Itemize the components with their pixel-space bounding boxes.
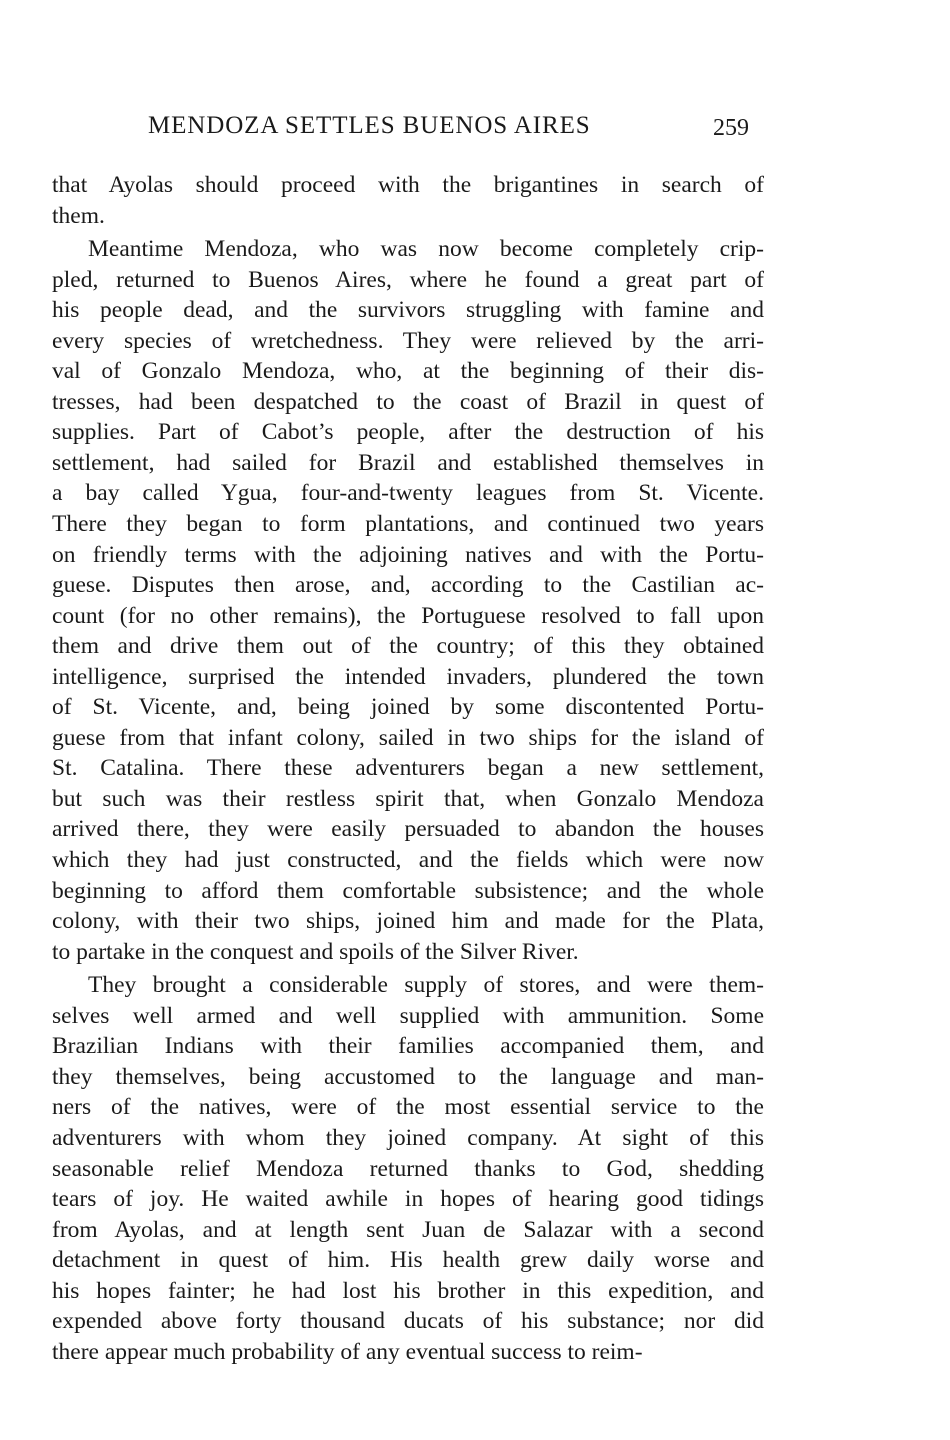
page-number: 259: [713, 115, 749, 141]
text-line: arrived there, they were easily persuaded to abandon the houses: [52, 816, 764, 843]
running-head: [0, 112, 950, 152]
text-line: them and drive them out of the country; of this they obtained: [52, 633, 764, 660]
text-line: supplies. Part of Cabot’s people, after the destruction of his: [52, 419, 764, 446]
text-line: There they began to form plantations, and continued two years: [52, 511, 764, 538]
text-line: val of Gonzalo Mendoza, who, at the beginning of their dis-: [52, 358, 764, 385]
text-line: intelligence, surprised the intended invaders, plundered the town: [52, 663, 764, 690]
text-line: which they had just constructed, and the fields which were now: [52, 847, 764, 874]
text-line: tears of joy. He waited awhile in hopes of hearing good tidings: [52, 1186, 764, 1213]
text-line: that Ayolas should proceed with the brigantines in search of: [52, 172, 764, 198]
text-line: from Ayolas, and at length sent Juan de Salazar with a second: [52, 1216, 764, 1243]
text-line: colony, with their two ships, joined him and made for the Plata,: [52, 908, 764, 935]
text-line: tresses, had been despatched to the coast of Brazil in quest of: [52, 388, 764, 415]
text-line: on friendly terms with the adjoining natives and with the Portu-: [52, 541, 764, 568]
text-line: St. Catalina. There these adventurers began a new settlement,: [52, 755, 764, 782]
text-line: them.: [52, 202, 105, 229]
text-line: seasonable relief Mendoza returned thanks to God, shedding: [52, 1155, 764, 1182]
text-line: They brought a considerable supply of stores, and were them-: [88, 972, 764, 999]
text-line: Meantime Mendoza, who was now become completely crip-: [88, 236, 764, 263]
text-line: guese from that infant colony, sailed in two ships for the island of: [52, 724, 764, 751]
text-line: selves well armed and well supplied with ammunition. Some: [52, 1002, 764, 1029]
text-line: every species of wretchedness. They were relieved by the arri-: [52, 327, 764, 354]
paragraph: [52, 170, 764, 231]
text-line: they themselves, being accustomed to the language and man-: [52, 1063, 764, 1090]
text-line: beginning to afford them comfortable subsistence; and the whole: [52, 877, 764, 904]
text-line: to partake in the conquest and spoils of the Silver River.: [52, 938, 579, 965]
text-line: adventurers with whom they joined company. At sight of this: [52, 1124, 764, 1151]
text-line: ners of the natives, were of the most essential service to the: [52, 1094, 764, 1121]
text-line: there appear much probability of any eventual success to reim-: [52, 1338, 643, 1365]
text-line: his hopes fainter; he had lost his brother in this expedition, and: [52, 1277, 764, 1304]
running-title: MENDOZA SETTLES BUENOS AIRES: [148, 112, 591, 139]
text-line: expended above forty thousand ducats of his substance; nor did: [52, 1308, 764, 1335]
text-line: his people dead, and the survivors struggling with famine and: [52, 297, 764, 324]
text-line: count (for no other remains), the Portuguese resolved to fall upon: [52, 602, 764, 629]
text-line: settlement, had sailed for Brazil and established themselves in: [52, 449, 764, 476]
paragraph: [52, 234, 764, 967]
text-line: guese. Disputes then arose, and, according to the Castilian ac-: [52, 572, 764, 599]
text-line: a bay called Ygua, four-and-twenty leagues from St. Vicente.: [52, 480, 764, 507]
text-line: Brazilian Indians with their families accompanied them, and: [52, 1033, 764, 1060]
paragraph: [52, 970, 764, 1367]
text-line: of St. Vicente, and, being joined by some discontented Portu-: [52, 694, 764, 721]
text-line: detachment in quest of him. His health grew daily worse and: [52, 1247, 764, 1274]
body-text: [52, 170, 764, 1367]
text-line: but such was their restless spirit that, when Gonzalo Mendoza: [52, 785, 764, 812]
text-line: pled, returned to Buenos Aires, where he found a great part of: [52, 266, 764, 293]
